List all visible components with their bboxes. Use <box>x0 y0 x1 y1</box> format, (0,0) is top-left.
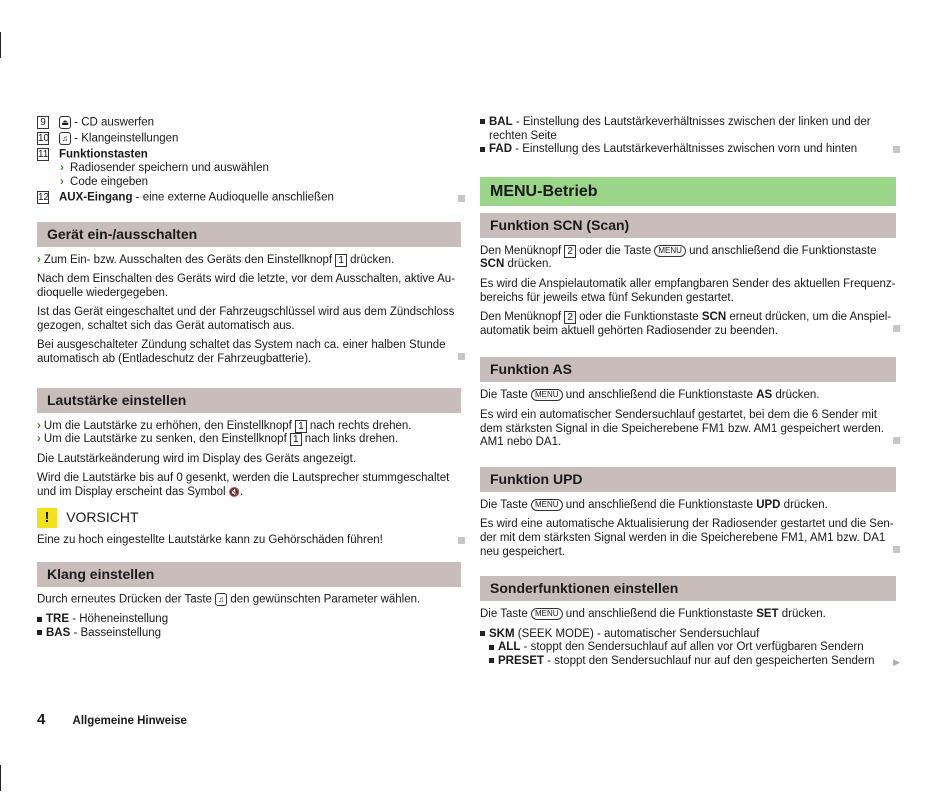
paragraph: Den Menüknopf 2 oder die Taste MENU und anschließend die Funktionstaste SCN drücken. <box>480 244 877 271</box>
bullet-icon <box>37 630 42 635</box>
section-heading: Klang einstellen <box>37 562 461 587</box>
arrow-icon: › <box>37 253 41 266</box>
item-text: - Klangeinstellungen <box>71 132 179 145</box>
bullet-item: TRE - Höheneinstellung <box>37 613 461 627</box>
main-heading: MENU-Betrieb <box>480 177 896 206</box>
list-item <box>37 148 461 162</box>
warning-box <box>37 508 461 530</box>
paragraph: Die Taste MENU und anschließend die Funktionstaste AS drücken. <box>480 389 820 402</box>
paragraph: Ist das Gerät eingeschaltet und der Fahrzeugschlüssel wird aus dem Zündschloss gezogen, schaltet sich das Gerät automatisch aus. <box>37 306 455 332</box>
section-end-marker <box>893 325 900 332</box>
eject-icon: ⏏ <box>59 116 71 129</box>
bullet-icon <box>37 617 42 622</box>
crop-mark-bottom <box>0 765 1 791</box>
arrow-icon: › <box>60 162 64 174</box>
sub-item <box>37 162 461 176</box>
crop-mark-top <box>0 32 1 58</box>
warning-text: Eine zu hoch eingestellte Lautstärke kann zu Gehörschäden führen! <box>37 533 383 546</box>
bullet-item: BAL - Einstellung des Lautstärkeverhältnisses zwischen der linken und der rechten Seite <box>480 116 896 143</box>
paragraph: Den Menüknopf 2 oder die Funktionstaste SCN erneut drücken, um die Anspiel-automatik beim aktuell gehörten Radiosender zu beenden. <box>480 311 892 337</box>
knob-number: 2 <box>564 311 576 324</box>
paragraph: Durch erneutes Drücken der Taste ♫ den gewünschten Parameter wählen. <box>37 593 421 606</box>
arrow-icon: › <box>37 433 41 446</box>
bullet-item: BAS - Basseinstellung <box>37 627 461 641</box>
item-number: 12 <box>38 191 50 203</box>
knob-number: 1 <box>295 420 307 433</box>
bullet-icon <box>480 631 485 636</box>
bullet-icon <box>489 645 494 650</box>
section-heading: Lautstärke einstellen <box>37 388 461 413</box>
paragraph: Es wird ein automatischer Sendersuchlauf gestartet, bei dem die 6 Sender mit dem stärksten Signal in die Speicherebene FM1 bzw. AM1 gespeichert werden. AM1 nebo DA1. <box>480 409 884 449</box>
paragraph: Die Taste MENU und anschließend die Funktionstaste UPD drücken. <box>480 498 828 511</box>
item-text: - eine externe Audioquelle anschließen <box>132 191 334 204</box>
section-heading: Funktion UPD <box>480 467 896 492</box>
arrow-icon: › <box>37 419 41 432</box>
step: › Um die Lautstärke zu senken, den Einstellknopf 1 nach links drehen. <box>37 433 399 446</box>
section-heading: Funktion AS <box>480 357 896 382</box>
menu-key-icon: MENU <box>531 499 563 511</box>
bullet-item: FAD - Einstellung des Lautstärkeverhältnisses zwischen vorn und hinten <box>480 143 896 157</box>
arrow-icon: › <box>60 175 64 188</box>
paragraph: Die Taste MENU und anschließend die Funktionstaste SET drücken. <box>480 608 826 621</box>
paragraph: Es wird eine automatische Aktualisierung der Radiosender gestartet und die Sen-der mit dem stärksten Signal werden in die Speicherebene FM1, AM1 bzw. DA1 neu gespeichert. <box>480 518 894 558</box>
item-number: 9 <box>37 116 49 129</box>
bullet-icon <box>489 658 494 663</box>
sub-item <box>37 176 461 191</box>
bullet-icon <box>480 119 485 124</box>
menu-key-icon: MENU <box>531 389 563 401</box>
section-end-marker <box>458 195 465 202</box>
sound-icon: ♫ <box>215 593 227 606</box>
section-heading: Funktion SCN (Scan) <box>480 213 896 238</box>
menu-key-icon: MENU <box>531 608 563 620</box>
section-end-marker <box>458 353 465 360</box>
section-heading: Sonderfunktionen einstellen <box>480 576 896 601</box>
page-footer <box>37 713 187 729</box>
item-bold: AUX-Eingang <box>59 191 133 204</box>
paragraph: Bei ausgeschalteter Zündung schaltet das System nach ca. einer halben Stunde automatisch ab (Entladeschutz der Fahrzeugbatterie). <box>37 339 446 366</box>
list-item <box>37 132 461 148</box>
list-item <box>37 191 461 207</box>
paragraph: Nach dem Einschalten des Geräts wird die letzte, vor dem Ausschalten, aktive Au-dioquelle wiedergegeben. <box>37 273 456 299</box>
section-end-marker <box>893 146 900 153</box>
section-heading: Gerät ein-/ausschalten <box>37 222 461 247</box>
sound-icon: ♫ <box>59 132 71 145</box>
step: › Um die Lautstärke zu erhöhen, den Einstellknopf 1 nach rechts drehen. <box>37 419 412 432</box>
bullet-item: SKM (SEEK MODE) - automatischer Sendersuchlauf <box>480 628 896 642</box>
list-item <box>37 116 461 132</box>
page-number: 4 <box>37 711 46 728</box>
item-bold: Funktionstasten <box>59 148 148 161</box>
warning-icon: ! <box>37 508 57 528</box>
section-end-marker <box>893 437 900 444</box>
bullet-icon <box>480 147 485 152</box>
bullet-item: PRESET - stoppt den Sendersuchlauf nur auf den gespeicherten Sendern <box>480 655 896 669</box>
knob-number: 2 <box>564 245 576 258</box>
warning-title: VORSICHT <box>66 508 139 525</box>
sub-item-text: Radiosender speichern und auswählen <box>70 162 269 174</box>
sub-item-text: Code eingeben <box>70 175 149 188</box>
section-end-marker <box>458 537 465 544</box>
left-column <box>37 116 461 641</box>
menu-key-icon: MENU <box>654 245 686 257</box>
knob-number: 1 <box>290 433 302 446</box>
paragraph: Wird die Lautstärke bis auf 0 gesenkt, werden die Lautsprecher stummgeschaltet und im Display erscheint das Symbol 🔇. <box>37 472 450 499</box>
item-text: - CD auswerfen <box>71 116 155 129</box>
item-number: 11 <box>38 149 49 160</box>
paragraph: Es wird die Anspielautomatik aller empfangbaren Sender des aktuellen Frequenz-bereichs für jeweils etwa fünf Sekunden gestartet. <box>480 278 896 304</box>
paragraph: Die Lautstärkeänderung wird im Display des Geräts angezeigt. <box>37 452 356 465</box>
knob-number: 1 <box>335 254 347 267</box>
right-column <box>480 116 900 669</box>
mute-icon: 🔇 <box>228 487 240 498</box>
footer-title: Allgemeine Hinweise <box>72 715 187 727</box>
item-number: 10 <box>38 133 50 144</box>
section-end-marker <box>893 546 900 553</box>
step: › Zum Ein- bzw. Ausschalten des Geräts den Einstellknopf 1 drücken. <box>37 253 395 266</box>
continue-arrow-icon: ▶ <box>893 657 900 667</box>
bullet-item: ALL - stoppt den Sendersuchlauf auf allen vor Ort verfügbaren Sendern <box>480 641 896 655</box>
